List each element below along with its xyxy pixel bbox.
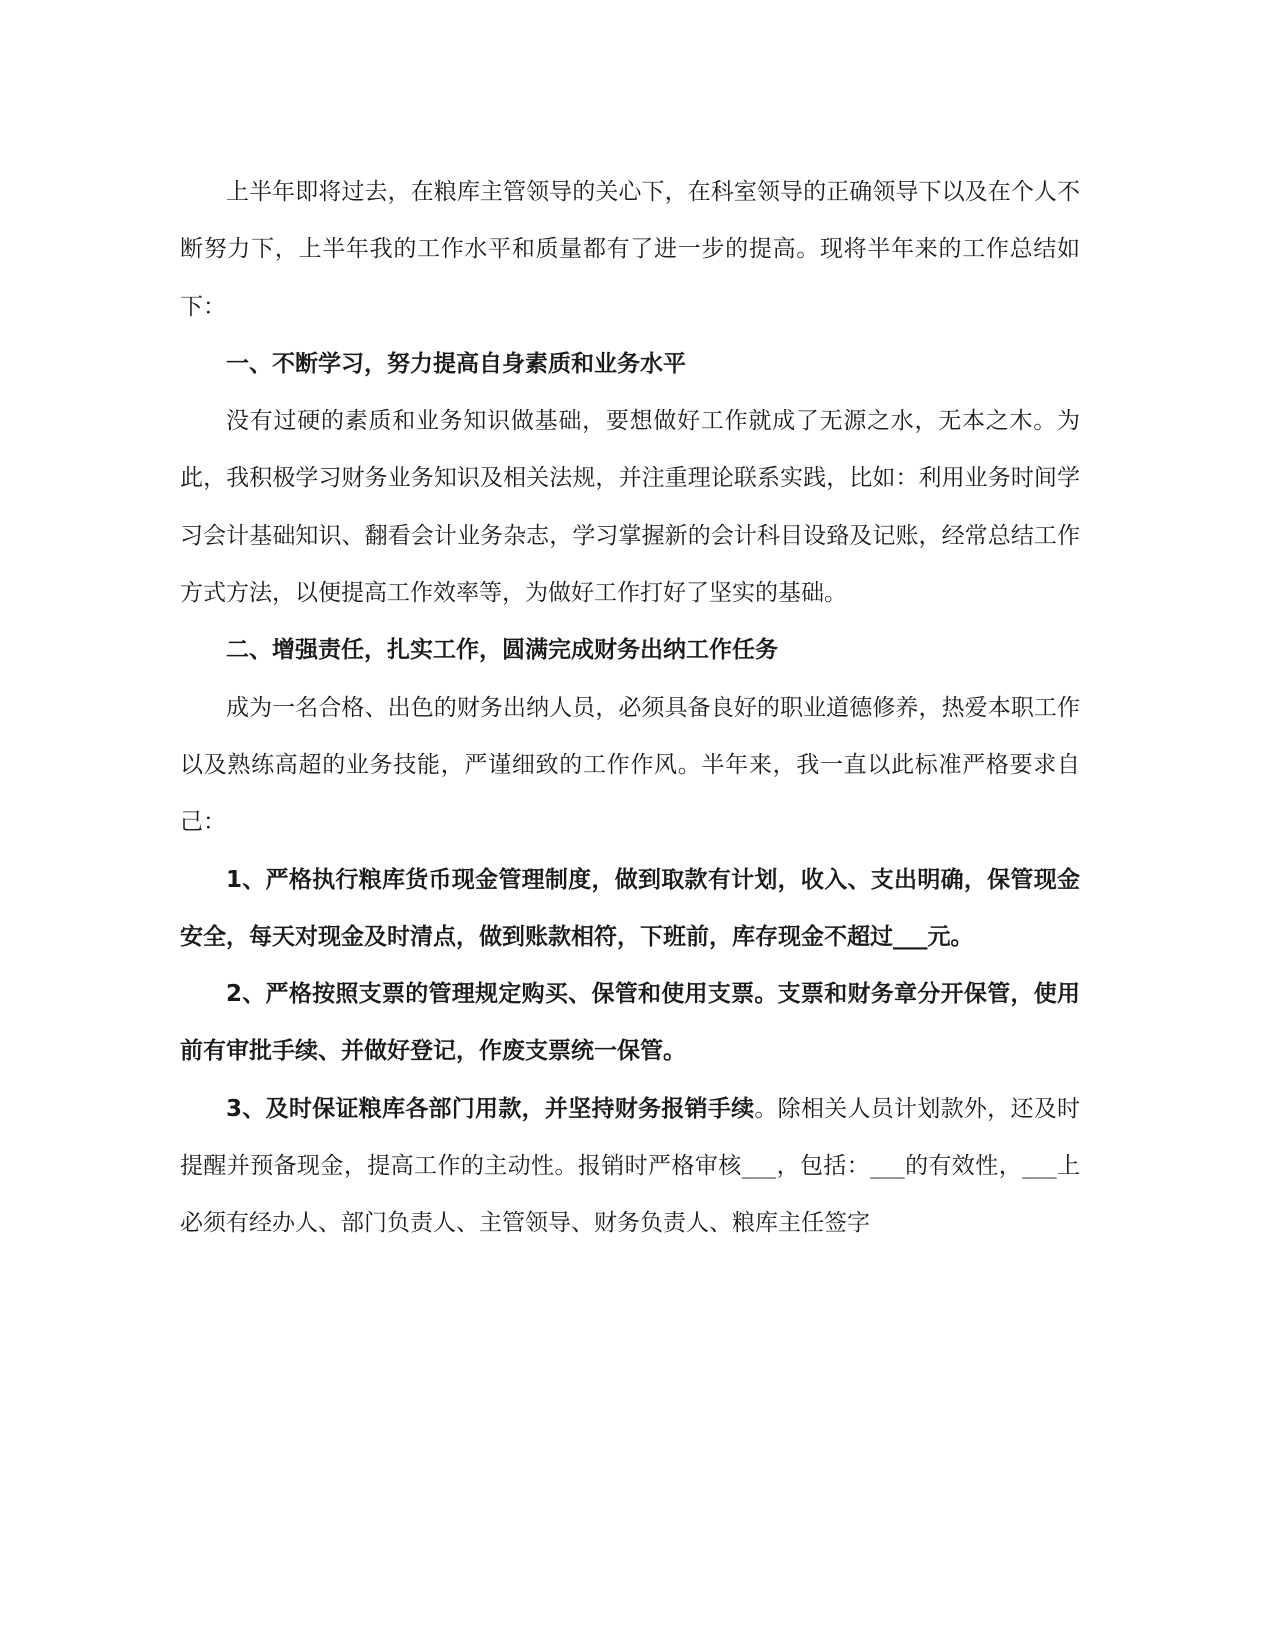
item-3-paragraph [180, 1081, 1080, 1253]
item-1-paragraph: 1、严格执行粮库货币现金管理制度，做到取款有计划，收入、支出明确，保管现金安全，每天对现金及时清点，做到账款相符，下班前，库存现金不超过___元。 [180, 866, 1080, 950]
item-3-rest: 。除相关人员计划款外，还及时提醒并预备现金，提高工作的主动性。报销时严格审核___，包括：___的有效性，___上必须有经办人、部门负责人、主管领导、财务负责人、粮库主任签字 [180, 1095, 1080, 1237]
item-3-bold-lead: 3、及时保证粮库各部门用款，并坚持财务报销手续 [226, 1095, 755, 1122]
item-2-paragraph: 2、严格按照支票的管理规定购买、保管和使用支票。支票和财务章分开保管，使用前有审批手续、并做好登记，作废支票统一保管。 [180, 981, 1080, 1065]
document-body [180, 164, 1080, 1253]
section-1-paragraph: 没有过硬的素质和业务知识做基础，要想做好工作就成了无源之水，无本之木。为此，我积极学习财务业务知识及相关法规，并注重理论联系实践，比如：利用业务时间学习会计基础知识、翻看会计业务杂志，学习掌握新的会计科目设臵及记账，经常总结工作方式方法，以便提高工作效率等，为做好工作打好了坚实的基础。 [180, 408, 1080, 607]
intro-paragraph: 上半年即将过去，在粮库主管领导的关心下，在科室领导的正确领导下以及在个人不断努力下，上半年我的工作水平和质量都有了进一步的提高。现将半年来的工作总结如下： [180, 179, 1080, 320]
section-2-heading: 二、增强责任，扎实工作，圆满完成财务出纳工作任务 [226, 637, 778, 664]
section-1-heading: 一、不断学习，努力提高自身素质和业务水平 [226, 350, 686, 377]
section-2-paragraph: 成为一名合格、出色的财务出纳人员，必须具备良好的职业道德修养，热爱本职工作以及熟练高超的业务技能，严谨细致的工作作风。半年来，我一直以此标准严格要求自己： [180, 694, 1080, 836]
